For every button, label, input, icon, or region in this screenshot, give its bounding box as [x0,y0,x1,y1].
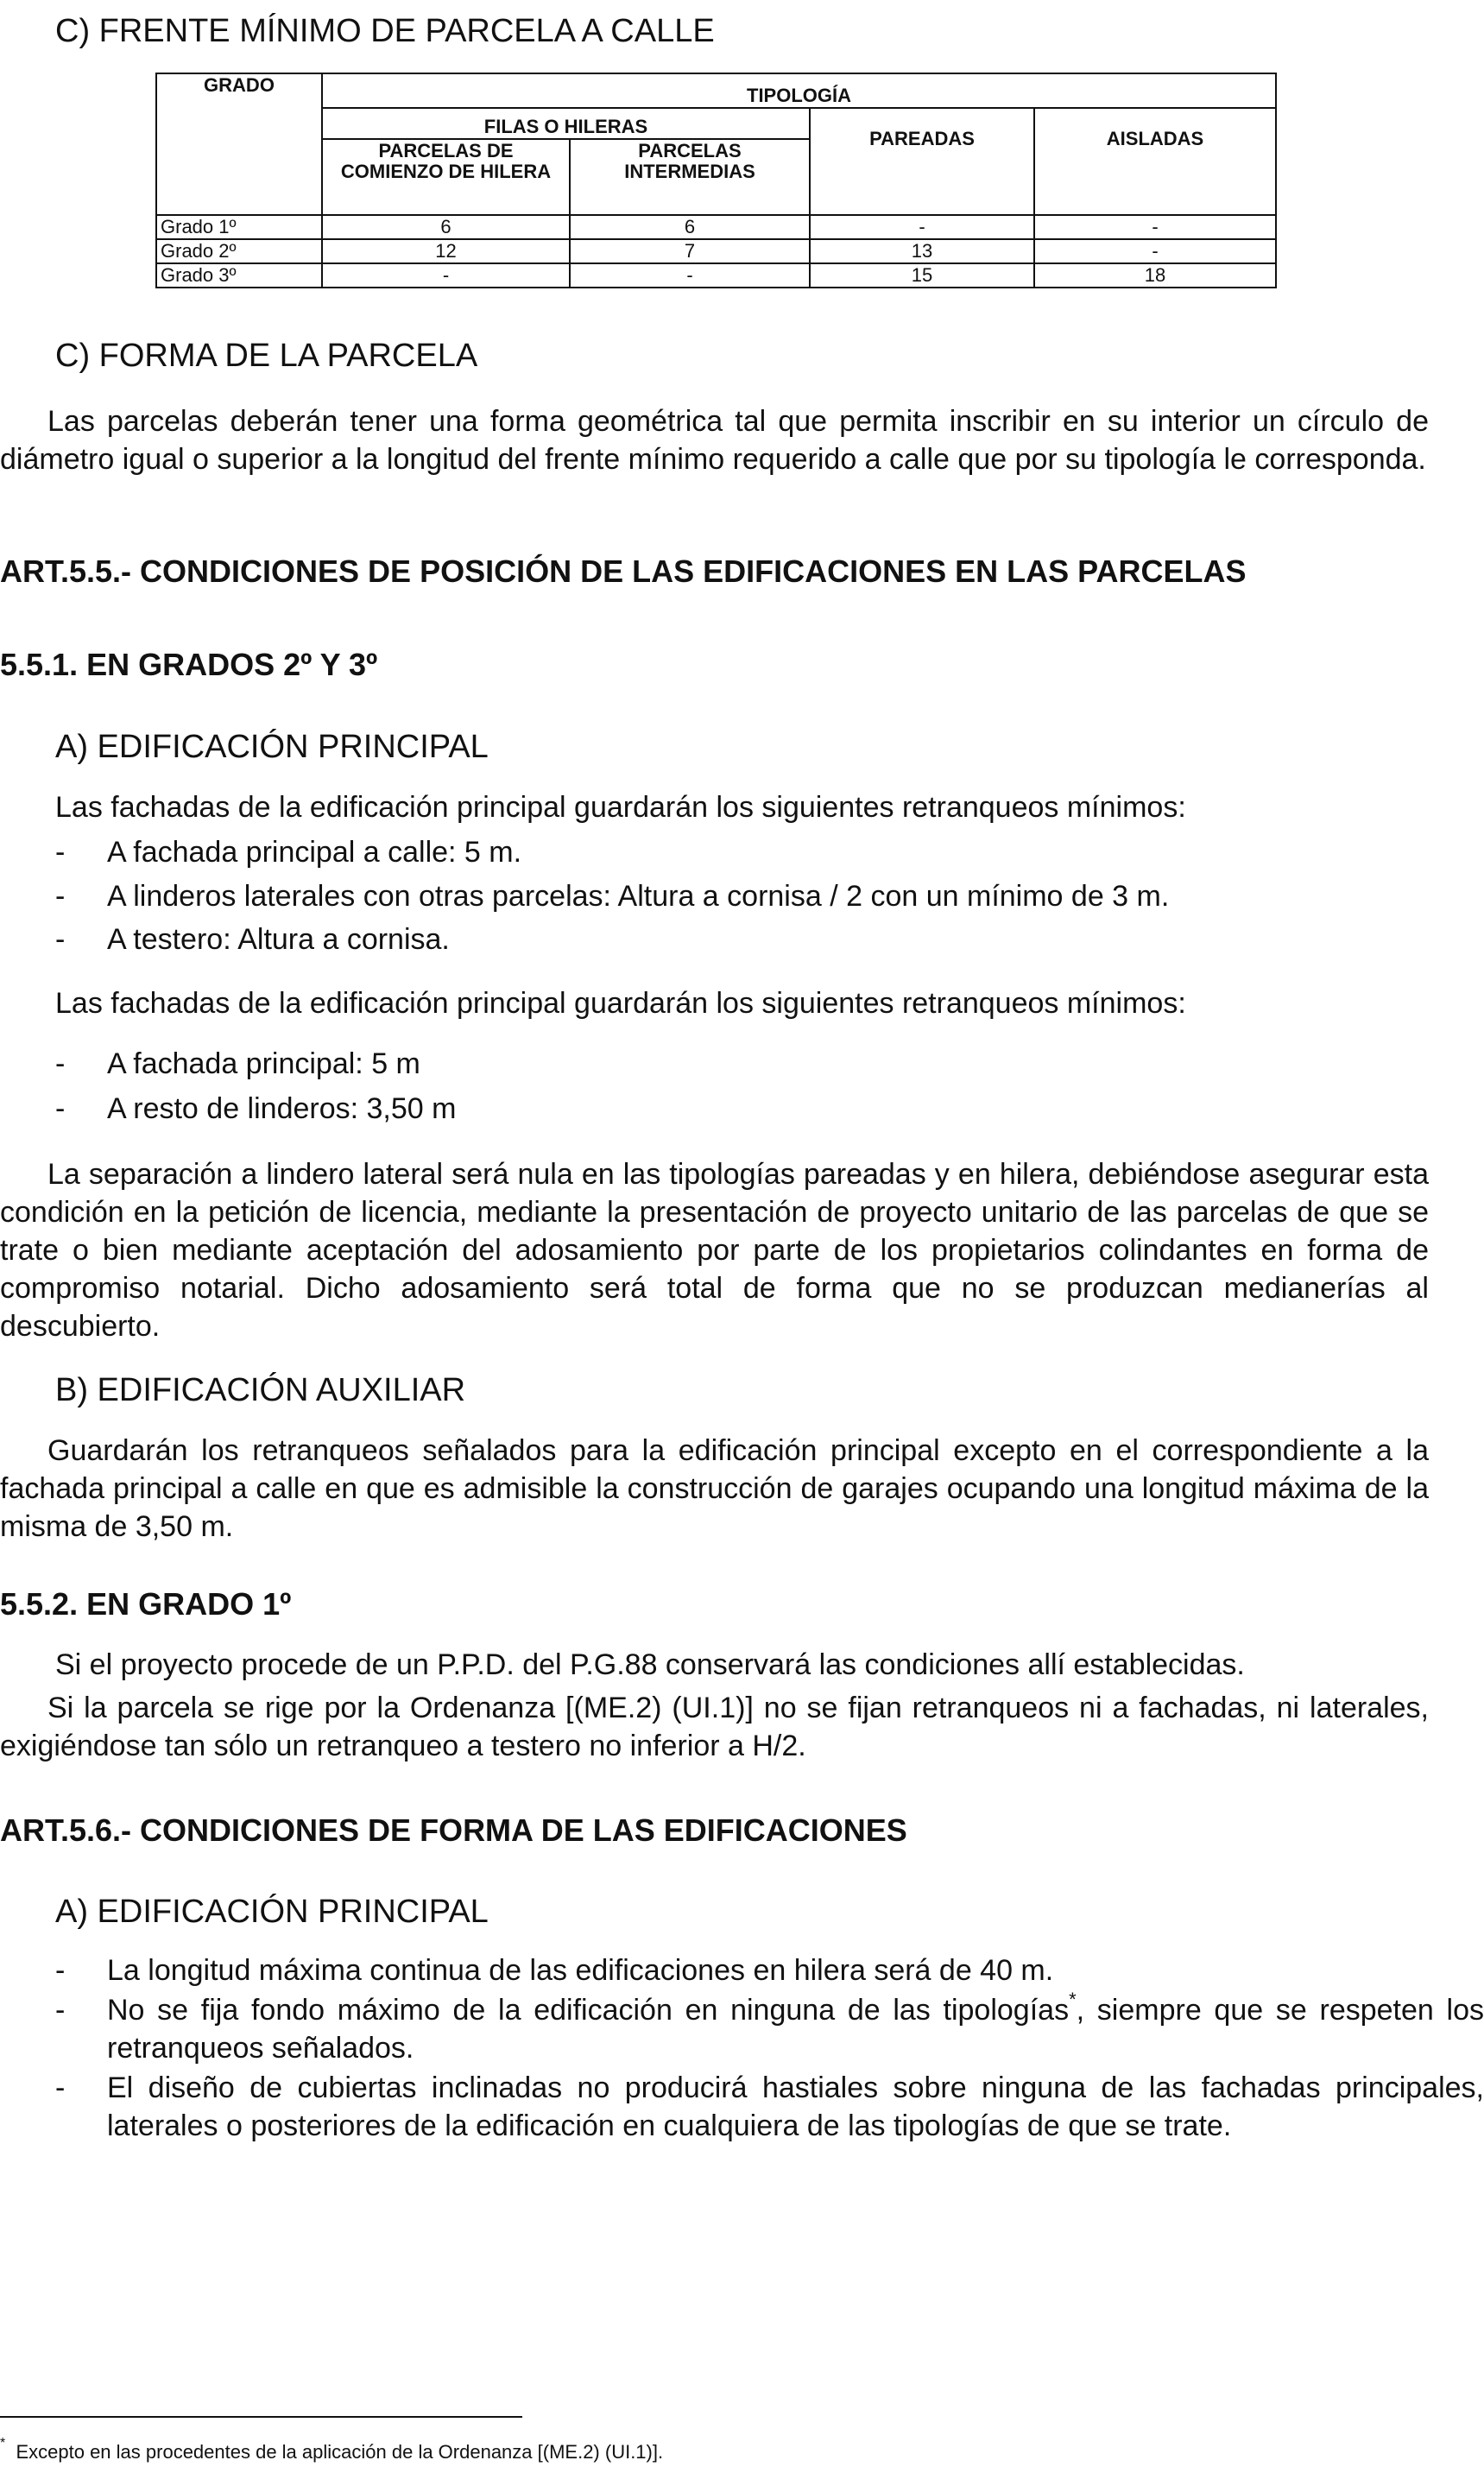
paragraph-ordenanza: Si la parcela se rige por la Ordenanza [(ME.2) (UI.1)] no se fijan retranqueos ni a fachadas, ni laterales, exigiéndose tan sólo un retranqueo a testero no inferior a H/2. [0,1692,1429,1762]
heading-forma-parcela: C) FORMA DE LA PARCELA [55,338,478,374]
paragraph-separacion: La separación a lindero lateral será nula en las tipologías pareadas y en hilera, debiéndose asegurar esta condición en la petición de licencia, mediante la presentación de proyecto unitario de las parcelas de que se trate o bien mediante aceptación del adosamiento por parte de los propietarios colindantes en forma de compromiso notarial. Dicho adosamiento será total de forma que no se produzcan medianerías al descubierto. [0,1158,1429,1343]
paragraph-forma: Las parcelas deberán tener una forma geométrica tal que permita inscribir en su interior un círculo de diámetro igual o superior a la longitud del frente mínimo requerido a calle que por su tipología le corresponda. [0,405,1429,476]
heading-edificacion-principal: A) EDIFICACIÓN PRINCIPAL [55,729,489,765]
footnote-rule [0,2416,522,2418]
table-header-aisladas: AISLADAS [1034,108,1276,215]
section-5-5-1-title: 5.5.1. EN GRADOS 2º Y 3º [0,647,378,682]
intro-retranqueos-1: Las fachadas de la edificación principal guardarán los siguientes retranqueos mínimos: [55,791,1186,824]
section-5-5-2-title: 5.5.2. EN GRADO 1º [0,1586,292,1622]
paragraph-auxiliar: Guardarán los retranqueos señalados para la edificación principal excepto en el correspondiente a la fachada principal a calle en que es admisible la construcción de garajes ocupando una longitud máxima de la misma de 3,50 m. [0,1434,1429,1543]
table-header-tipologia: TIPOLOGÍA [322,73,1276,108]
paragraph-ppd: Si el proyecto procede de un P.P.D. del P.G.88 conservará las condiciones allí establecidas. [55,1648,1245,1681]
intro-retranqueos-2: Las fachadas de la edificación principal guardarán los siguientes retranqueos mínimos: [55,987,1186,1020]
table-header-filas: FILAS O HILERAS [322,108,810,139]
heading-edificacion-principal-2: A) EDIFICACIÓN PRINCIPAL [55,1894,489,1930]
table-row: Grado 2º 12 7 13 - [156,239,1276,263]
table-header-intermedias: PARCELAS INTERMEDIAS [570,139,810,215]
article-5-6-title: ART.5.6.- CONDICIONES DE FORMA DE LAS EDIFICACIONES [0,1812,907,1848]
footnote-ref: * [1069,1989,1077,2010]
heading-frente-minimo: C) FRENTE MÍNIMO DE PARCELA A CALLE [55,13,715,49]
heading-edificacion-auxiliar: B) EDIFICACIÓN AUXILIAR [55,1372,466,1408]
table-row: Grado 1º 6 6 - - [156,215,1276,239]
frente-minimo-table [155,73,1277,288]
article-5-5-title: ART.5.5.- CONDICIONES DE POSICIÓN DE LAS EDIFICACIONES EN LAS PARCELAS [0,553,1247,589]
table-header-grado: GRADO [156,73,322,215]
footnote: * Excepto en las procedentes de la aplicación de la Ordenanza [(ME.2) (UI.1)]. [0,2436,664,2463]
table-row: Grado 3º - - 15 18 [156,263,1276,288]
table-header-pareadas: PAREADAS [810,108,1034,215]
table-header-comienzo: PARCELAS DE COMIENZO DE HILERA [322,139,570,215]
